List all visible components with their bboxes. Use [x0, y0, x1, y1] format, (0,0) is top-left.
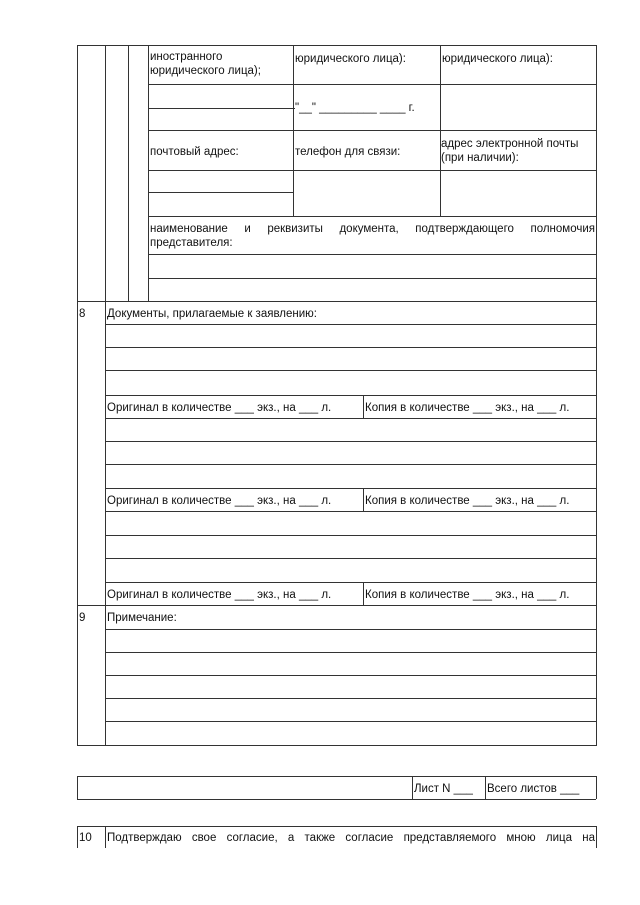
copy-count: Копия в количестве ___ экз., на ___ л. [365, 495, 570, 507]
row-line [105, 652, 596, 653]
total-sheets: Всего листов ___ [487, 783, 580, 795]
section-9-title: Примечание: [107, 612, 177, 624]
table-border-bottom [77, 745, 596, 746]
table-border-left [77, 45, 78, 746]
phone-label: телефон для связи: [295, 146, 401, 158]
table-border-top [77, 45, 596, 46]
row-line [105, 675, 596, 676]
section-8-top-border [77, 301, 596, 302]
footer-divider [412, 776, 413, 799]
foreign-legal-entity-label: иностранного юридического лица); [150, 51, 261, 77]
row-line [148, 84, 596, 85]
section-9-number: 9 [79, 612, 86, 624]
row-line [105, 535, 596, 536]
row-line [105, 395, 596, 396]
original-count: Оригинал в количестве ___ экз., на ___ л. [107, 402, 332, 414]
column-divider-sub [128, 45, 129, 301]
authority-document-label: наименование и реквизиты документа, подтверждающего полномочия представителя: [150, 223, 595, 249]
legal-entity-label-2: юридического лица): [442, 53, 553, 65]
row-line [105, 629, 596, 630]
original-copy-divider [363, 395, 364, 418]
row-line [105, 582, 596, 583]
section-10-border-left [77, 826, 78, 848]
row-line [148, 170, 596, 171]
row-line [105, 511, 596, 512]
section-9-top-border [77, 605, 596, 606]
footer-border-top [77, 776, 596, 777]
row-line [148, 254, 596, 255]
footer-divider [485, 776, 486, 799]
copy-count: Копия в количестве ___ экз., на ___ л. [365, 402, 570, 414]
blank-underline [148, 108, 295, 109]
email-label: адрес электронной почты (при наличии): [441, 138, 579, 164]
section-10-border-right [596, 826, 597, 848]
section-10-divider [105, 826, 106, 848]
sheet-number: Лист N ___ [414, 783, 473, 795]
row-line [105, 441, 596, 442]
original-copy-divider [363, 582, 364, 605]
footer-border-right [596, 776, 597, 799]
row-line [148, 192, 293, 193]
original-copy-divider [363, 488, 364, 511]
row-line [105, 418, 596, 419]
row-line [105, 721, 596, 722]
original-count: Оригинал в количестве ___ экз., на ___ л. [107, 495, 332, 507]
row-line [148, 130, 596, 131]
row-line [105, 558, 596, 559]
row-line [148, 216, 596, 217]
copy-count: Копия в количестве ___ экз., на ___ л. [365, 589, 570, 601]
postal-address-label: почтовый адрес: [150, 146, 239, 158]
section-10-number: 10 [79, 832, 92, 844]
row-line [105, 370, 596, 371]
row-line [105, 464, 596, 465]
row-line [105, 488, 596, 489]
section-8-title: Документы, прилагаемые к заявлению: [107, 308, 317, 320]
section-10-top-border [77, 826, 596, 827]
footer-border-bottom [77, 799, 596, 800]
legal-entity-label-1: юридического лица): [295, 53, 406, 65]
row-line [105, 347, 596, 348]
footer-border-left [77, 776, 78, 799]
consent-text: Подтверждаю свое согласие, а также согласие представляемого мною лица на [107, 832, 595, 844]
row-line [105, 324, 596, 325]
row-line [148, 278, 596, 279]
date-blank: "__" _________ ____ г. [295, 102, 415, 114]
section-8-number: 8 [79, 308, 86, 320]
original-count: Оригинал в количестве ___ экз., на ___ л. [107, 589, 332, 601]
row-line [105, 698, 596, 699]
